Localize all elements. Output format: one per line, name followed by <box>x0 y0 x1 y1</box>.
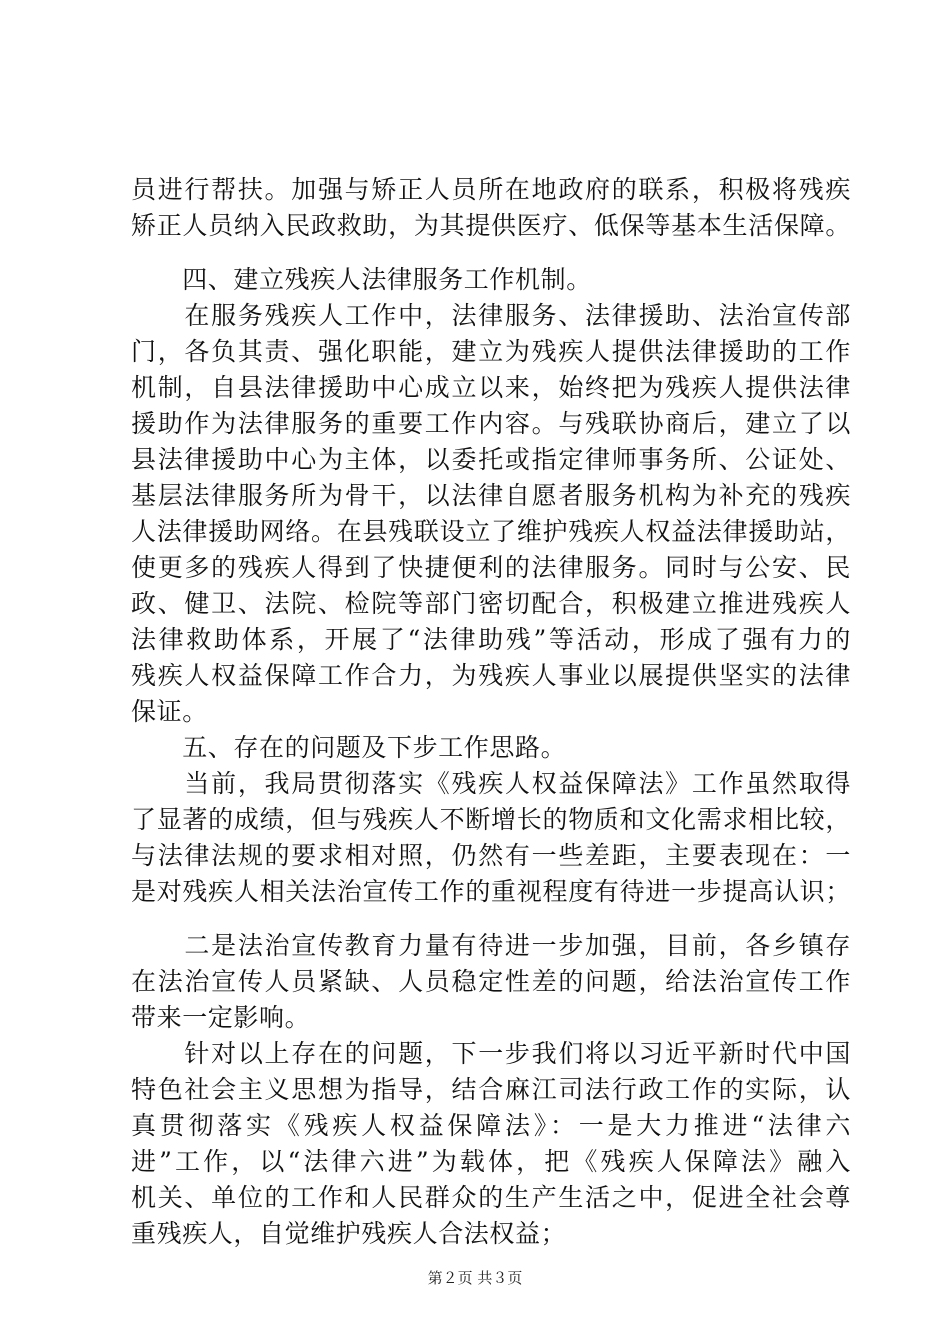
section-heading: 五、存在的问题及下步工作思路。 <box>131 733 567 762</box>
page-number: 第２页 共３页 <box>427 1269 523 1287</box>
body-line: 人法律援助网络。在县残联设立了维护残疾人权益法律援助站， <box>131 517 851 546</box>
body-line: 矫正人员纳入民政救助，为其提供医疗、低保等基本生活保障。 <box>131 211 851 240</box>
body-line: 是对残疾人相关法治宣传工作的重视程度有待进一步提高认识； <box>131 877 851 906</box>
body-line: 机关、单位的工作和人民群众的生产生活之中，促进全社会尊 <box>131 1183 851 1212</box>
body-line: 保证。 <box>131 697 208 726</box>
body-line: 真贯彻落实《残疾人权益保障法》：一是大力推进“法律六 <box>131 1111 851 1140</box>
body-line: 在服务残疾人工作中，法律服务、法律援助、法治宣传部 <box>131 301 851 330</box>
body-line: 特色社会主义思想为指导，结合麻江司法行政工作的实际，认 <box>131 1075 851 1104</box>
body-line: 二是法治宣传教育力量有待进一步加强，目前，各乡镇存 <box>131 931 851 960</box>
section-heading: 四、建立残疾人法律服务工作机制。 <box>131 265 592 294</box>
body-line: 政、健卫、法院、检院等部门密切配合，积极建立推进残疾人 <box>131 589 851 618</box>
body-line: 与法律法规的要求相对照，仍然有一些差距，主要表现在：一 <box>131 841 851 870</box>
body-line: 当前，我局贯彻落实《残疾人权益保障法》工作虽然取得 <box>131 769 851 798</box>
body-line: 使更多的残疾人得到了快捷便利的法律服务。同时与公安、民 <box>131 553 851 582</box>
body-line: 重残疾人，自觉维护残疾人合法权益； <box>131 1219 567 1248</box>
body-line: 带来一定影响。 <box>131 1003 311 1032</box>
body-line: 了显著的成绩，但与残疾人不断增长的物质和文化需求相比较， <box>131 805 851 834</box>
body-line: 员进行帮扶。加强与矫正人员所在地政府的联系，积极将残疾 <box>131 175 851 204</box>
body-line: 法律救助体系，开展了“法律助残”等活动，形成了强有力的 <box>131 625 851 654</box>
body-line: 基层法律服务所为骨干，以法律自愿者服务机构为补充的残疾 <box>131 481 851 510</box>
body-line: 援助作为法律服务的重要工作内容。与残联协商后，建立了以 <box>131 409 851 438</box>
body-line: 针对以上存在的问题，下一步我们将以习近平新时代中国 <box>131 1039 851 1068</box>
body-line: 机制，自县法律援助中心成立以来，始终把为残疾人提供法律 <box>131 373 851 402</box>
body-line: 残疾人权益保障工作合力，为残疾人事业以展提供坚实的法律 <box>131 661 851 690</box>
body-line: 县法律援助中心为主体，以委托或指定律师事务所、公证处、 <box>131 445 851 474</box>
body-line: 在法治宣传人员紧缺、人员稳定性差的问题，给法治宣传工作 <box>131 967 851 996</box>
body-line: 进”工作，以“法律六进”为载体，把《残疾人保障法》融入 <box>131 1147 851 1176</box>
body-line: 门，各负其责、强化职能，建立为残疾人提供法律援助的工作 <box>131 337 851 366</box>
